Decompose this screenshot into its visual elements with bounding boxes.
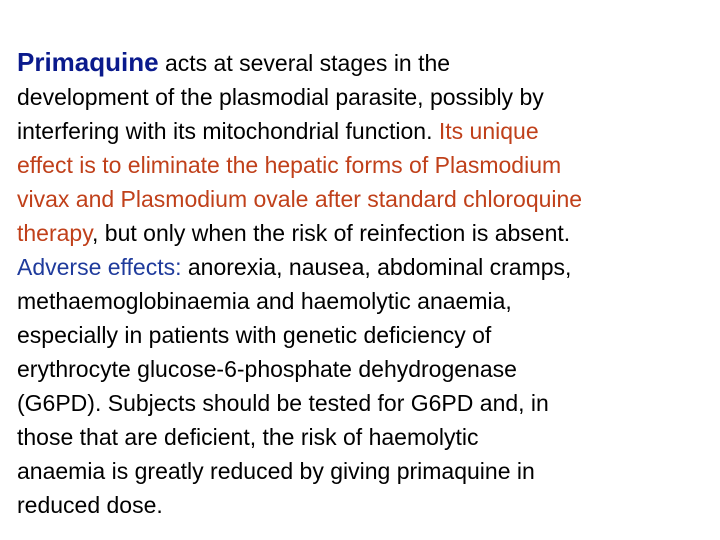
intro-text: acts at several stages in the [158,50,451,76]
text-line-13: anaemia is greatly reduced by giving primaquine in [17,458,535,484]
primaquine-paragraph [17,45,717,522]
text-line-2: development of the plasmodial parasite, possibly by [17,84,544,110]
text-line-12: those that are deficient, the risk of haemolytic [17,424,479,450]
text-line-11: (G6PD). Subjects should be tested for G6PD and, in [17,390,549,416]
highlight-unique-effect-start: Its unique [438,118,539,144]
text-line-8: methaemoglobinaemia and haemolytic anaemia, [17,288,512,314]
text-line-3: interfering with its mitochondrial function. [17,118,439,144]
highlight-therapy: therapy [17,220,93,246]
drug-name-title: Primaquine [17,47,159,77]
text-line-14: reduced dose. [17,492,163,518]
text-line-10: erythrocyte glucose-6-phosphate dehydrogenase [17,356,517,382]
adverse-effects-label: Adverse effects: [17,254,182,280]
text-line-9: especially in patients with genetic deficiency of [17,322,492,348]
text-line-6: , but only when the risk of reinfection is absent. [92,220,571,246]
text-line-7: anorexia, nausea, abdominal cramps, [181,254,572,280]
highlight-line-4: effect is to eliminate the hepatic forms of Plasmodium [17,152,562,178]
highlight-line-5: vivax and Plasmodium ovale after standard chloroquine [17,186,583,212]
